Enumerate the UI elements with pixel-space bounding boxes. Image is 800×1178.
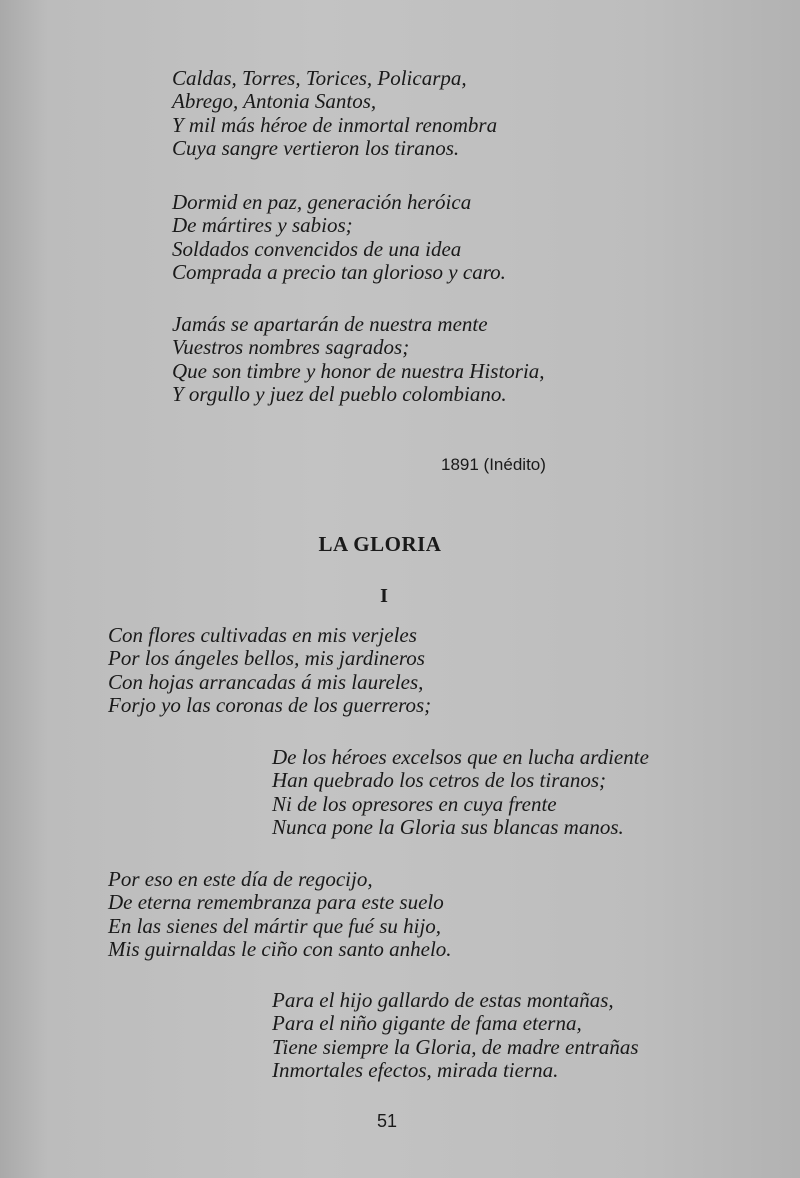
page-number: 51 [376, 1111, 398, 1131]
poem-line: Jamás se apartarán de nuestra mente [172, 312, 488, 336]
poem-line: Por los ángeles bellos, mis jardineros [108, 646, 425, 671]
poem-stanza [272, 746, 649, 840]
poem-line: Que son timbre y honor de nuestra Historia, [172, 358, 545, 383]
poem-line: Ni de los opresores en cuya frente [272, 791, 557, 816]
poem-stanza [172, 191, 506, 285]
poem-line: Dormid en paz, generación heróica [172, 190, 472, 214]
poem-line: Vuestros nombres sagrados; [172, 335, 410, 360]
poem-line: Forjo yo las coronas de los guerreros; [108, 693, 432, 718]
poem-line: Comprada a precio tan glorioso y caro. [172, 260, 506, 285]
poem-line: Caldas, Torres, Torices, Policarpa, [172, 66, 467, 90]
poem-line: Y orgullo y juez del pueblo colombiano. [172, 382, 507, 407]
poem-line: De mártires y sabios; [172, 213, 353, 238]
poem-title: LA GLORIA [318, 532, 442, 556]
poem-line: De los héroes excelsos que en lucha ardiente [272, 745, 649, 769]
poem-line: Nunca pone la Gloria sus blancas manos. [272, 815, 624, 840]
poem-line: Tiene siempre la Gloria, de madre entrañas [272, 1034, 639, 1059]
poem-line: Por eso en este día de regocijo, [108, 867, 373, 891]
poem-line: Con flores cultivadas en mis verjeles [108, 623, 417, 647]
poem-line: Cuya sangre vertieron los tiranos. [172, 136, 460, 161]
poem-line: Con hojas arrancadas á mis laureles, [108, 669, 424, 694]
poem-line: Abrego, Antonia Santos, [172, 89, 377, 114]
poem-stanza [172, 313, 545, 407]
poem-line: Han quebrado los cetros de los tiranos; [272, 768, 607, 793]
poem-line: En las sienes del mártir que fué su hijo, [108, 913, 442, 938]
poem-stanza [108, 624, 431, 718]
poem-line: Soldados convencidos de una idea [172, 236, 462, 261]
poem-date: 1891 (Inédito) [441, 455, 546, 474]
poem-line: Mis guirnaldas le ciño con santo anhelo. [108, 937, 452, 962]
poem-stanza [172, 67, 497, 161]
poem-line: Y mil más héroe de inmortal renombra [172, 112, 498, 137]
poem-stanza [108, 868, 452, 962]
section-numeral: I [380, 585, 388, 607]
poem-line: Inmortales efectos, mirada tierna. [272, 1058, 559, 1083]
poem-line: De eterna remembranza para este suelo [108, 890, 444, 915]
poem-stanza [272, 989, 639, 1083]
poem-line: Para el niño gigante de fama eterna, [272, 1011, 582, 1036]
poem-line: Para el hijo gallardo de estas montañas, [272, 988, 614, 1012]
